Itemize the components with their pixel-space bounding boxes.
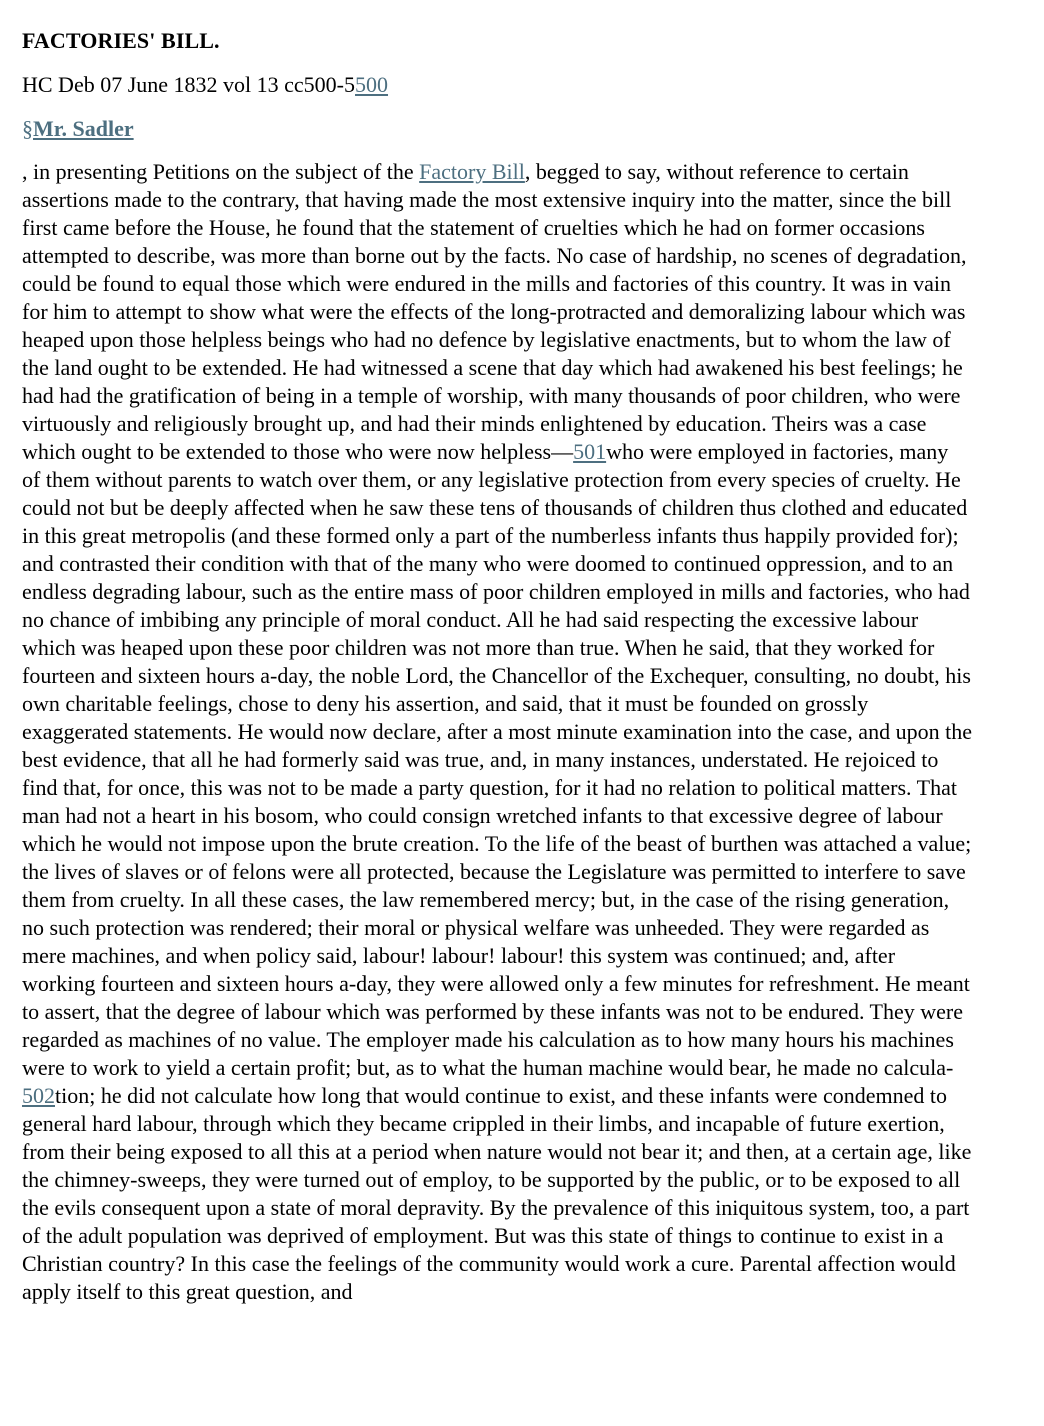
speech-text-part-2: , begged to say, without reference to certain assertions made to the contrary, that having made the most extensive inquiry into the matter, since the bill first came before the House, he found that the statement of cruelties which he had on former occasions attempted to describe, was more than borne out by the facts. No case of hardship, no scenes of degradation, could be found to equal those which were endured in the mills and factories of this country. It was in vain for him to attempt to show what were the effects of the long-protracted and demoralizing labour which was heaped upon those helpless beings who had no defence by legislative enactments, but to whom the law of the land ought to be extended. He had witnessed a scene that day which had awakened his best feelings; he had had the gratification of being in a temple of worship, with many thousands of poor children, who were virtuously and religiously brought up, and had their minds enlightened by education. Theirs was a case which ought to be extended to those who were now helpless— — [22, 159, 967, 464]
factory-bill-link[interactable]: Factory Bill — [419, 159, 525, 184]
speech-paragraph — [22, 158, 972, 1306]
section-marker: § — [22, 116, 33, 141]
citation-text: HC Deb 07 June 1832 vol 13 cc500-5 — [22, 72, 356, 97]
page-link-501[interactable]: 501 — [573, 439, 607, 464]
page-title: FACTORIES' BILL. — [22, 28, 220, 53]
speech-text-part-1: , in presenting Petitions on the subject of the — [22, 159, 420, 184]
speaker-name: Mr. Sadler — [33, 116, 134, 141]
speaker-heading — [22, 116, 972, 142]
speaker-link[interactable] — [22, 116, 134, 141]
page-link-500[interactable]: 500 — [355, 72, 389, 97]
speech-text-part-3: who were employed in factories, many of them without parents to watch over them, or any legislative protection from every species of cruelty. He could not but be deeply affected when he saw these tens of thousands of children thus clothed and educated in this great metropolis (and these formed only a part of the numberless infants thus happily provided for); and contrasted their condition with that of the many who were doomed to continued oppression, and to an endless degrading labour, such as the entire mass of poor children employed in mills and factories, who had no chance of imbibing any principle of moral conduct. All he had said respecting the excessive labour which was heaped upon these poor children was not more than true. When he said, that they worked for fourteen and sixteen hours a-day, the noble Lord, the Chancellor of the Exchequer, consulting, no doubt, his own charitable feelings, chose to deny his assertion, and said, that it must be founded on grossly exaggerated statements. He would now declare, after a most minute examination into the case, and upon the best evidence, that all he had formerly said was true, and, in many instances, understated. He rejoiced to find that, for once, this was not to be made a party question, for it had no relation to political matters. That man had not a heart in his bosom, who could consign wretched infants to that excessive degree of labour which he would not impose upon the brute creation. To the life of the beast of burthen was attached a value; the lives of slaves or of felons were all protected, because the Legislature was permitted to interfere to save them from cruelty. In all these cases, the law remembered mercy; but, in the case of the rising generation, no such protection was rendered; their moral or physical welfare was unheeded. They were regarded as mere machines, and when policy said, labour! labour! labour! this system was continued; and, after working fourteen and sixteen hours a-day, they were allowed only a few minutes for refreshment. He meant to assert, that the degree of labour which was performed by these infants was not to be endured. They were regarded as machines of no value. The employer made his calculation as to how many hours his machines were to work to yield a certain profit; but, as to what the human machine would bear, he made no calcula- — [22, 439, 972, 1080]
page-link-502[interactable]: 502 — [22, 1083, 55, 1108]
speech-text-part-4: tion; he did not calculate how long that would continue to exist, and these infants were condemned to general hard labour, through which they became crippled in their limbs, and incapable of future exertion, from their being exposed to all this at a period when nature would not bear it; and then, at a certain age, like the chimney-sweeps, they were turned out of employ, to be supported by the public, or to be exposed to all the evils consequent upon a state of moral depravity. By the prevalence of this iniquitous system, too, a part of the adult population was deprived of employment. But was this state of things to continue to exist in a Christian country? In this case the feelings of the community would work a cure. Parental affection would apply itself to this great question, and — [22, 1083, 972, 1304]
citation-line — [22, 72, 972, 98]
